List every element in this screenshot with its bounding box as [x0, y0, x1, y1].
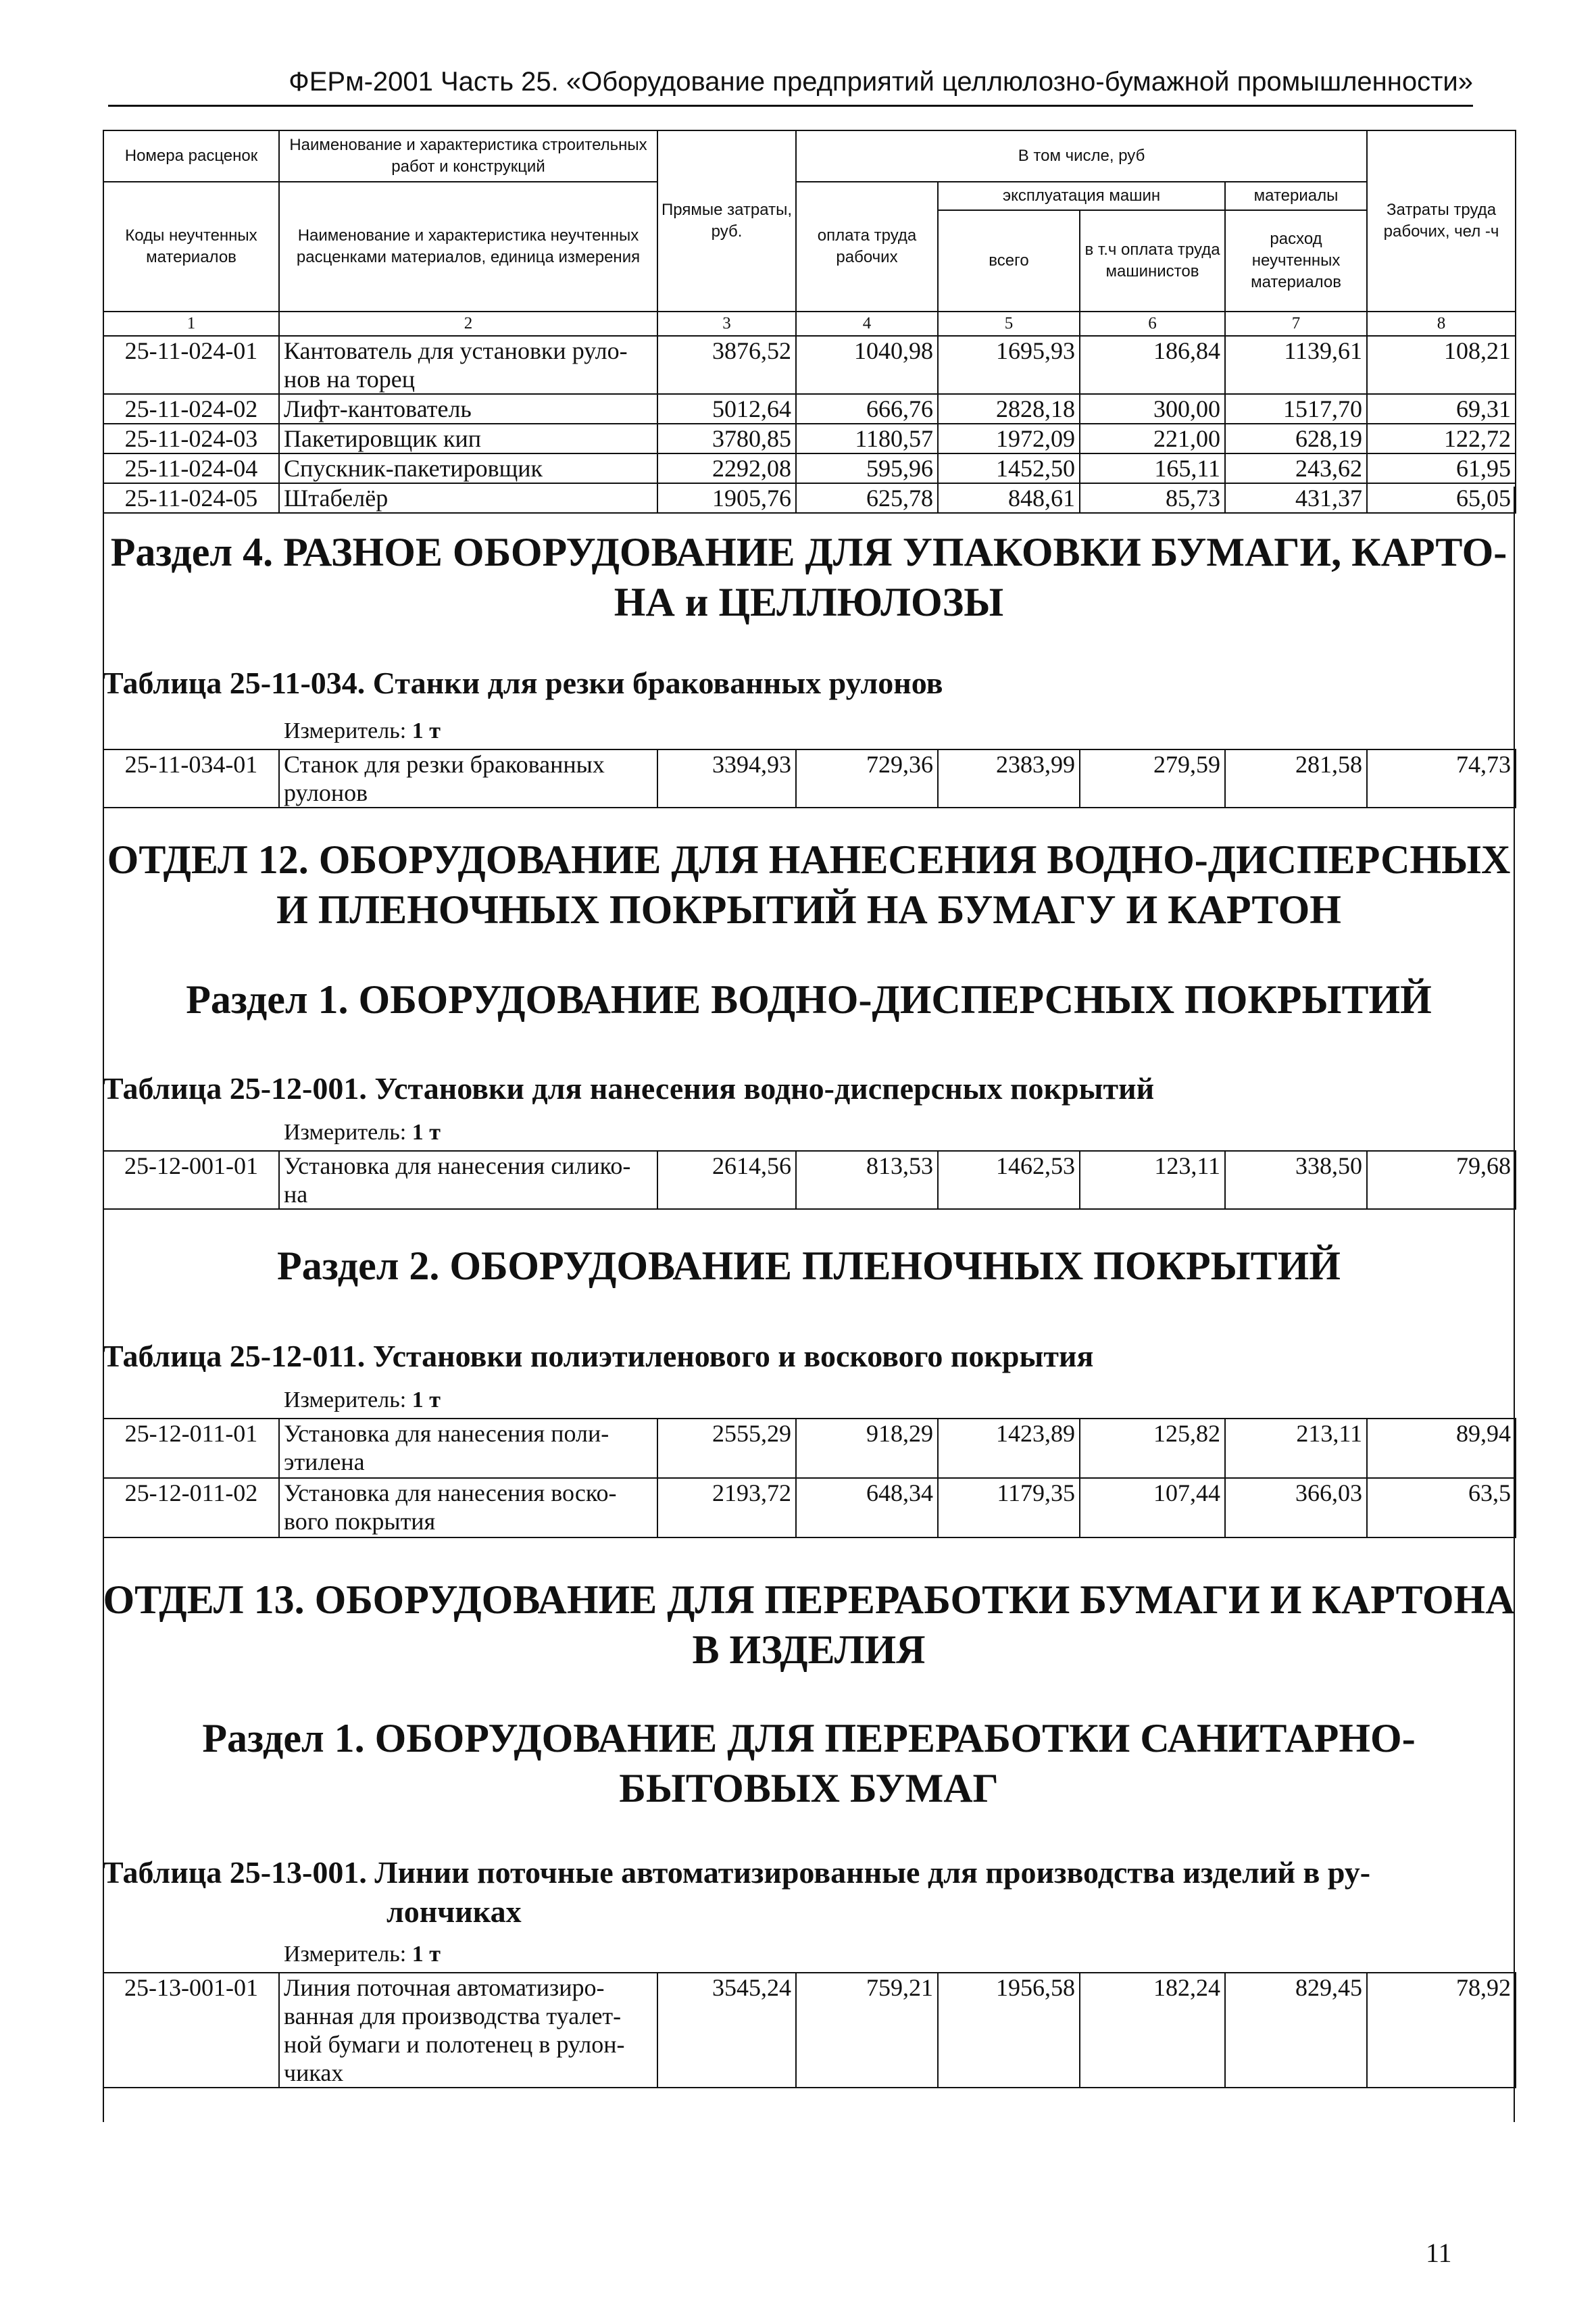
direct-cost: 3876,52	[657, 336, 796, 394]
labor-pay: 666,76	[796, 394, 938, 424]
machines-labor: 107,44	[1080, 1478, 1225, 1537]
table-row	[103, 424, 1516, 453]
materials-cost: 281,58	[1225, 749, 1367, 808]
section-title: Раздел 2. ОБОРУДОВАНИЕ ПЛЕНОЧНЫХ ПОКРЫТИЙ	[277, 1244, 1341, 1288]
labor-pay: 759,21	[796, 1973, 938, 2088]
header-machines-total: всего	[938, 210, 1080, 312]
section-title: Раздел 1. ОБОРУДОВАНИЕ ДЛЯ ПЕРЕРАБОТКИ САНИТАРНО- БЫТОВЫХ БУМАГ	[202, 1716, 1416, 1811]
labor-pay: 625,78	[796, 483, 938, 513]
materials-cost: 366,03	[1225, 1478, 1367, 1537]
machines-total: 1462,53	[938, 1151, 1080, 1209]
machines-total: 1695,93	[938, 336, 1080, 394]
materials-cost: 829,45	[1225, 1973, 1367, 2088]
rate-name: Установка для нанесения силико- на	[279, 1151, 657, 1209]
rates-table-main	[103, 130, 1516, 514]
table-title: Таблица 25-11-034. Станки для резки бракованных рулонов	[103, 666, 943, 700]
machines-labor: 85,73	[1080, 483, 1225, 513]
machines-labor: 279,59	[1080, 749, 1225, 808]
measure-unit: Измеритель: 1 т	[284, 718, 441, 743]
table-row	[103, 1419, 1516, 1478]
rates-table-25-11-034	[103, 749, 1516, 808]
division-title: ОТДЕЛ 12. ОБОРУДОВАНИЕ ДЛЯ НАНЕСЕНИЯ ВОДНО-ДИСПЕРСНЫХ И ПЛЕНОЧНЫХ ПОКРЫТИЙ НА БУМАГУ И КАРТОН	[107, 837, 1511, 932]
table-title: Таблица 25-12-011. Установки полиэтиленового и воскового покрытия	[103, 1339, 1094, 1373]
page-number: 11	[1426, 2238, 1452, 2268]
direct-cost: 2555,29	[657, 1419, 796, 1478]
table-row	[103, 394, 1516, 424]
rate-name: Пакетировщик кип	[279, 424, 657, 453]
labor-hours: 108,21	[1367, 336, 1516, 394]
header-codes-bottom: Коды неучтенных материалов	[103, 182, 279, 312]
measure-unit: Измеритель: 1 т	[284, 1387, 441, 1412]
header-names-top: Наименование и характеристика строительных работ и конструкций	[279, 130, 657, 182]
header-names-bottom: Наименование и характеристика неучтенных расценками материалов, единица измерения	[279, 182, 657, 312]
measure-unit: Измеритель: 1 т	[284, 1120, 441, 1145]
materials-cost: 338,50	[1225, 1151, 1367, 1209]
direct-cost: 2193,72	[657, 1478, 796, 1537]
direct-cost: 3780,85	[657, 424, 796, 453]
rate-code: 25-12-011-02	[103, 1478, 279, 1537]
direct-cost: 5012,64	[657, 394, 796, 424]
rate-name: Спускник-пакетировщик	[279, 453, 657, 483]
direct-cost: 3545,24	[657, 1973, 796, 2088]
machines-total: 1179,35	[938, 1478, 1080, 1537]
col-number: 5	[938, 312, 1080, 336]
labor-hours: 63,5	[1367, 1478, 1516, 1537]
materials-cost: 1139,61	[1225, 336, 1367, 394]
division-title: ОТДЕЛ 13. ОБОРУДОВАНИЕ ДЛЯ ПЕРЕРАБОТКИ БУМАГИ И КАРТОНА В ИЗДЕЛИЯ	[103, 1577, 1515, 1672]
rate-name: Штабелёр	[279, 483, 657, 513]
table-row	[103, 453, 1516, 483]
labor-pay: 1180,57	[796, 424, 938, 453]
rates-table-25-12-001	[103, 1150, 1516, 1210]
rate-code: 25-12-011-01	[103, 1419, 279, 1478]
rate-name: Линия поточная автоматизиро- ванная для производства туалет- ной бумаги и полотенец в рулон- чиках	[279, 1973, 657, 2088]
header-materials-sub: расход неучтенных материалов	[1225, 210, 1367, 312]
header-codes-top: Номера расценок	[103, 130, 279, 182]
labor-pay: 729,36	[796, 749, 938, 808]
machines-labor: 186,84	[1080, 336, 1225, 394]
labor-hours: 69,31	[1367, 394, 1516, 424]
machines-total: 1423,89	[938, 1419, 1080, 1478]
running-header: ФЕРм-2001 Часть 25. «Оборудование предприятий целлюлозно-бумажной промышленности»	[108, 64, 1473, 107]
table-row	[103, 749, 1516, 808]
table-title: Таблица 25-13-001. Линии поточные автоматизированные для производства изделий в ру- лончиках	[103, 1855, 1371, 1929]
header-direct-costs: Прямые затраты, руб.	[657, 130, 796, 312]
table-row	[103, 483, 1516, 513]
direct-cost: 3394,93	[657, 749, 796, 808]
labor-hours: 79,68	[1367, 1151, 1516, 1209]
machines-labor: 125,82	[1080, 1419, 1225, 1478]
rate-code: 25-11-024-01	[103, 336, 279, 394]
labor-pay: 1040,98	[796, 336, 938, 394]
machines-total: 848,61	[938, 483, 1080, 513]
machines-labor: 182,24	[1080, 1973, 1225, 2088]
machines-labor: 123,11	[1080, 1151, 1225, 1209]
rate-code: 25-12-001-01	[103, 1151, 279, 1209]
col-number: 8	[1367, 312, 1516, 336]
labor-pay: 648,34	[796, 1478, 938, 1537]
col-number: 1	[103, 312, 279, 336]
measure-unit: Измеритель: 1 т	[284, 1942, 441, 1967]
machines-labor: 221,00	[1080, 424, 1225, 453]
table-row	[103, 1151, 1516, 1209]
table-row	[103, 1973, 1516, 2088]
materials-cost: 243,62	[1225, 453, 1367, 483]
labor-pay: 918,29	[796, 1419, 938, 1478]
labor-hours: 61,95	[1367, 453, 1516, 483]
labor-hours: 89,94	[1367, 1419, 1516, 1478]
rate-code: 25-11-024-03	[103, 424, 279, 453]
header-materials: материалы	[1225, 182, 1367, 210]
labor-hours: 65,05	[1367, 483, 1516, 513]
header-machines-labor: в т.ч оплата труда машинистов	[1080, 210, 1225, 312]
section-title: Раздел 4. РАЗНОЕ ОБОРУДОВАНИЕ ДЛЯ УПАКОВКИ БУМАГИ, КАРТО- НА и ЦЕЛЛЮЛОЗЫ	[110, 530, 1507, 624]
labor-hours: 74,73	[1367, 749, 1516, 808]
col-number: 4	[796, 312, 938, 336]
rate-name: Установка для нанесения воско- вого покрытия	[279, 1478, 657, 1537]
machines-labor: 165,11	[1080, 453, 1225, 483]
rates-table-25-12-011	[103, 1418, 1516, 1538]
labor-pay: 813,53	[796, 1151, 938, 1209]
rate-code: 25-11-034-01	[103, 749, 279, 808]
header-labor-pay: оплата труда рабочих	[796, 182, 938, 312]
table-row	[103, 1478, 1516, 1537]
rate-name: Станок для резки бракованных рулонов	[279, 749, 657, 808]
col-number: 6	[1080, 312, 1225, 336]
section-title: Раздел 1. ОБОРУДОВАНИЕ ВОДНО-ДИСПЕРСНЫХ ПОКРЫТИЙ	[186, 977, 1432, 1022]
materials-cost: 431,37	[1225, 483, 1367, 513]
labor-hours: 122,72	[1367, 424, 1516, 453]
direct-cost: 2614,56	[657, 1151, 796, 1209]
col-number: 2	[279, 312, 657, 336]
rate-code: 25-11-024-02	[103, 394, 279, 424]
machines-total: 2383,99	[938, 749, 1080, 808]
labor-hours: 78,92	[1367, 1973, 1516, 2088]
table-title: Таблица 25-12-001. Установки для нанесения водно-дисперсных покрытий	[103, 1071, 1155, 1106]
machines-total: 1972,09	[938, 424, 1080, 453]
direct-cost: 1905,76	[657, 483, 796, 513]
rates-table-25-13-001	[103, 1972, 1516, 2088]
col-number: 3	[657, 312, 796, 336]
header-including: В том числе, руб	[796, 130, 1367, 182]
rate-code: 25-11-024-05	[103, 483, 279, 513]
machines-total: 2828,18	[938, 394, 1080, 424]
table-row	[103, 336, 1516, 394]
col-number: 7	[1225, 312, 1367, 336]
header-labor-hours: Затраты труда рабочих, чел -ч	[1367, 130, 1516, 312]
rate-code: 25-11-024-04	[103, 453, 279, 483]
direct-cost: 2292,08	[657, 453, 796, 483]
header-machines: эксплуатация машин	[938, 182, 1225, 210]
labor-pay: 595,96	[796, 453, 938, 483]
machines-labor: 300,00	[1080, 394, 1225, 424]
rate-code: 25-13-001-01	[103, 1973, 279, 2088]
materials-cost: 1517,70	[1225, 394, 1367, 424]
rate-name: Лифт-кантователь	[279, 394, 657, 424]
machines-total: 1956,58	[938, 1973, 1080, 2088]
materials-cost: 213,11	[1225, 1419, 1367, 1478]
rate-name: Установка для нанесения поли- этилена	[279, 1419, 657, 1478]
materials-cost: 628,19	[1225, 424, 1367, 453]
rate-name: Кантователь для установки руло- нов на торец	[279, 336, 657, 394]
machines-total: 1452,50	[938, 453, 1080, 483]
